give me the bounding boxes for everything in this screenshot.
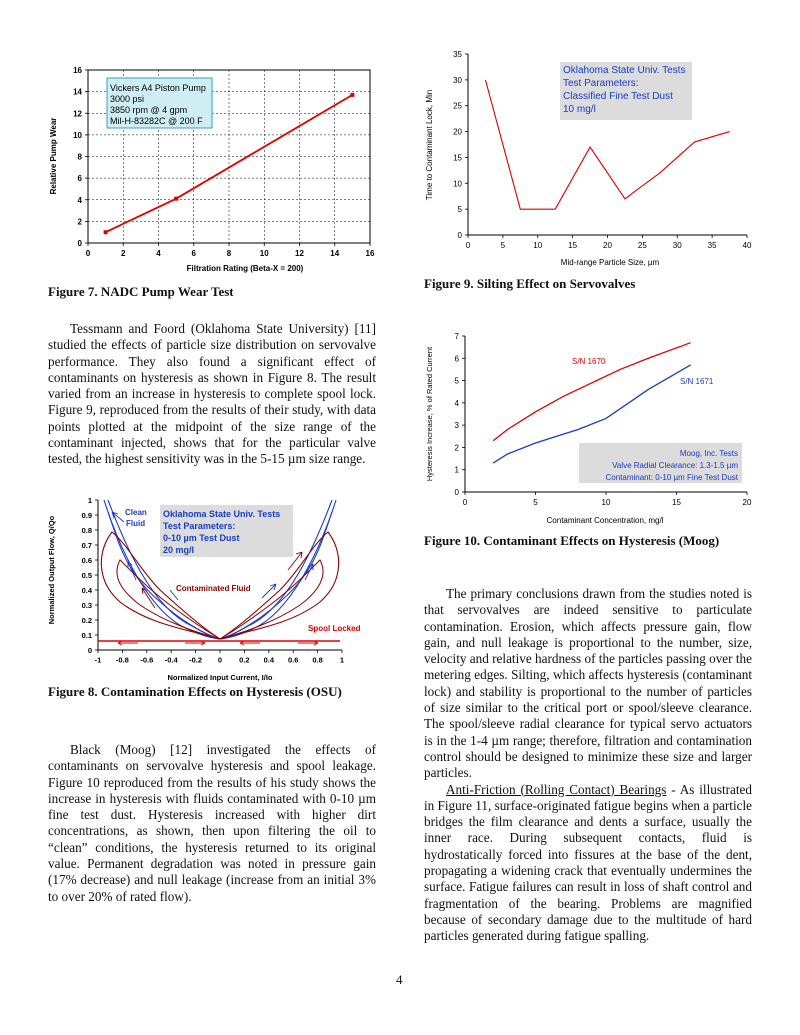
fig10-y-tick-label: 1 bbox=[454, 465, 459, 475]
fig8-annotation-line: Test Parameters: bbox=[163, 521, 236, 531]
fig8-y-tick-label: 0.3 bbox=[81, 601, 92, 610]
fig8-y-tick-label: 0.5 bbox=[81, 571, 92, 580]
fig8-annotation-line: Oklahoma State Univ. Tests bbox=[163, 509, 281, 519]
fig7-x-tick-label: 10 bbox=[259, 249, 269, 258]
fig10-y-tick-label: 6 bbox=[454, 354, 459, 364]
fig8-y-tick-label: 0.4 bbox=[81, 586, 92, 595]
fig7-y-tick-label: 0 bbox=[77, 239, 82, 248]
fig10-annotation-line: Contaminant: 0-10 µm Fine Test Dust bbox=[605, 473, 738, 482]
paragraph-tessmann bbox=[48, 321, 376, 468]
fig8-y-tick-label: 0 bbox=[87, 646, 92, 655]
fig8-y-tick-label: 0.8 bbox=[81, 526, 92, 535]
fig10-caption: Figure 10. Contaminant Effects on Hysteresis (Moog) bbox=[424, 533, 720, 548]
fig7-x-tick-label: 2 bbox=[121, 249, 126, 258]
fig7-y-tick-label: 10 bbox=[73, 130, 82, 140]
fig9-x-tick-label: 10 bbox=[533, 241, 543, 250]
fig7-x-tick-label: 6 bbox=[191, 249, 196, 258]
fig9-y-tick-label: 35 bbox=[453, 50, 462, 59]
fig7-y-tick-label: 6 bbox=[77, 174, 82, 184]
fig9-y-tick-label: 0 bbox=[457, 231, 462, 240]
fig9-x-tick-label: 15 bbox=[568, 241, 578, 250]
fig8-x-tick-label: -0.6 bbox=[140, 655, 154, 665]
fig8-x-tick-label: -0.4 bbox=[164, 655, 178, 665]
fig8-y-tick-label: 1 bbox=[87, 496, 92, 505]
fig10-series-label: S/N 1671 bbox=[680, 377, 714, 386]
fig9-annotation-line: Test Parameters: bbox=[563, 78, 639, 89]
fig10-annotation-line: Moog, Inc. Tests bbox=[679, 449, 738, 458]
fig7-chart bbox=[40, 60, 385, 280]
fig10-annotation-line: Valve Radial Clearance: 1.3-1.5 µm bbox=[612, 461, 738, 470]
fig7-y-tick-label: 8 bbox=[77, 152, 82, 162]
fig7-annotation-line: Vickers A4 Piston Pump bbox=[110, 83, 206, 93]
fig10-x-tick-label: 10 bbox=[601, 498, 611, 507]
fig10-x-tick-label: 0 bbox=[462, 498, 468, 507]
fig9-annotation-line: Classified Fine Test Dust bbox=[563, 91, 673, 102]
fig7-annotation-line: 3000 psi bbox=[110, 94, 145, 104]
fig8-y-tick-label: 0.2 bbox=[81, 616, 92, 625]
fig10-y-tick-label: 7 bbox=[454, 332, 459, 341]
fig9-x-tick-label: 0 bbox=[465, 241, 471, 250]
fig8-annotation-line: 0-10 µm Test Dust bbox=[163, 533, 240, 543]
fig9-y-tick-label: 20 bbox=[453, 127, 462, 137]
fig8-x-tick-label: -0.2 bbox=[189, 655, 203, 665]
fig8-y-tick-label: 0.7 bbox=[81, 541, 92, 550]
fig7-annotation-line: 3850 rpm @ 4 gpm bbox=[110, 105, 188, 115]
fig10-x-tick-label: 20 bbox=[742, 498, 752, 507]
fig7-y-tick-label: 14 bbox=[73, 87, 82, 97]
fig8-x-tick-label: 1 bbox=[339, 655, 345, 665]
fig9-x-tick-label: 30 bbox=[672, 241, 682, 250]
fig10-y-tick-label: 4 bbox=[454, 398, 459, 408]
fig9-x-tick-label: 5 bbox=[500, 241, 506, 250]
fig10-y-tick-label: 5 bbox=[454, 376, 459, 386]
fig9-annotation-line: Oklahoma State Univ. Tests bbox=[563, 65, 686, 76]
paragraph-text: The primary conclusions drawn from the studies noted is that servovalves are indeed sensitive to particulate contamination. Erosion, which affects pressure gain, flow gain, and null leakage is proportional to the number, size, velocity and relative hardness of the particles passing over the metering edges. Silting, which affects hysteresis (contaminant lock) and stability is proportional to the number of particles of size similar to the critical port or spool/sleeve clearance. The spool/sleeve radial clearance for typical servo actuators is in the 1-4 µm range; therefore, filtration and contamination control should be designed to minimize these size and larger particles. bbox=[424, 586, 752, 781]
fig8-x-tick-label: 0.2 bbox=[239, 655, 250, 665]
fig9-x-tick-label: 40 bbox=[742, 241, 752, 250]
fig10-series-label: S/N 1670 bbox=[572, 357, 606, 366]
fig9-x-tick-label: 35 bbox=[707, 241, 717, 250]
fig10-ylabel: Hysteresis Increase, % of Rated Current bbox=[425, 346, 434, 482]
fig7-ylabel: Relative Pump Wear bbox=[49, 117, 58, 195]
fig9-y-tick-label: 25 bbox=[453, 101, 462, 111]
paragraph-text: Tessmann and Foord (Oklahoma State University) [11] studied the effects of particle size distribution on servovalve performance. They also found a significant effect of contaminants on hysteresis as shown in Figure 8. The result varied from an increase in hysteresis to complete spool lock. Figure 9, reproduced from the results of their study, with data points plotted at the midpoint of the size range of the contaminant injected, shows that for the particular valve tested, the highest sensitivity was in the 5-15 µm size range. bbox=[48, 321, 376, 467]
fig8-chart bbox=[40, 490, 385, 690]
fig7-y-tick-label: 2 bbox=[77, 217, 82, 227]
paragraph-conclusions bbox=[424, 586, 752, 945]
fig7-y-tick-label: 4 bbox=[77, 195, 82, 205]
fig8-x-tick-label: -0.8 bbox=[115, 655, 129, 665]
fig9-y-tick-label: 30 bbox=[453, 75, 462, 85]
fig7-y-tick-label: 16 bbox=[73, 66, 82, 75]
fig8-x-tick-label: 0.8 bbox=[312, 655, 323, 665]
fig8-clean-label: Clean Fluid bbox=[125, 508, 147, 528]
arrow-up-icon bbox=[128, 562, 136, 580]
fig8-caption: Figure 8. Contamination Effects on Hysteresis (OSU) bbox=[48, 684, 342, 699]
page-number: 4 bbox=[396, 972, 403, 987]
fig9-annotation-line: 10 mg/l bbox=[563, 104, 596, 115]
arrow-up-icon bbox=[112, 512, 124, 522]
fig7-x-tick-label: 16 bbox=[365, 249, 375, 258]
fig7-x-tick-label: 12 bbox=[295, 249, 304, 258]
fig8-contaminated-curve bbox=[117, 560, 323, 639]
fig9-y-tick-label: 5 bbox=[457, 205, 462, 215]
paragraph-black bbox=[48, 742, 376, 905]
paragraph-text: - As illustrated in Figure 11, surface-originated fatigue begins when a particle bridges the film clearance and dents a surface, usually the inner race. During subsequent contacts, fluid is hydrostatically forced into fissures at the base of the dent, propagating a widening crack that eventually undermines the surface. Fatigue failures can result in loss of shaft control and fragmentation of the bearing. Problems are magnified because of secondary damage due to the multitude of hard particles generated during fatigue spalling. bbox=[424, 781, 752, 944]
fig7-x-tick-label: 0 bbox=[85, 249, 91, 258]
fig8-xlabel: Normalized Input Current, I/Io bbox=[167, 673, 273, 682]
fig8-y-tick-label: 0.6 bbox=[81, 556, 92, 565]
fig8-x-tick-label: 0.4 bbox=[263, 655, 275, 665]
fig8-y-tick-label: 0.9 bbox=[81, 511, 92, 520]
fig8-y-tick-label: 0.1 bbox=[81, 631, 92, 640]
fig7-data-point bbox=[104, 230, 108, 234]
fig8-spool-locked-label: Spool Locked bbox=[308, 624, 361, 633]
fig7-data-point bbox=[350, 93, 354, 97]
fig9-chart bbox=[420, 45, 765, 270]
fig9-y-tick-label: 15 bbox=[453, 153, 462, 163]
fig7-data-point bbox=[174, 197, 178, 201]
fig7-x-tick-label: 14 bbox=[330, 249, 340, 258]
fig7-x-tick-label: 4 bbox=[156, 249, 161, 258]
fig9-xlabel: Mid-range Particle Size, µm bbox=[560, 258, 660, 267]
fig7-annotation-line: Mil-H-83282C @ 200 F bbox=[110, 116, 203, 126]
paragraph-text: Black (Moog) [12] investigated the effects of contaminants on servovalve hysteresis and spool leakage. Figure 10 reproduced from the results of his study shows the increase in hysteresis with fluids contaminated with 0-10 µm fine test dust. Hysteresis increased with higher dirt concentrations, as shown, then upon filtering the oil to “clean” conditions, the hysteresis returned to its original value. Permanent degradation was noted in pressure gain (17% decrease) and null leakage (increase from an initial 3% to over 20% of rated flow). bbox=[48, 742, 376, 904]
fig10-x-tick-label: 15 bbox=[672, 498, 681, 507]
fig7-y-tick-label: 12 bbox=[73, 109, 82, 119]
fig8-contaminated-label: Contaminated Fluid bbox=[176, 584, 251, 593]
fig10-xlabel: Contaminant Concentration, mg/l bbox=[546, 516, 664, 525]
fig8-annotation-line: 20 mg/l bbox=[163, 545, 195, 555]
fig8-x-tick-label: 0 bbox=[217, 655, 223, 665]
fig10-x-tick-label: 5 bbox=[533, 498, 538, 507]
fig7-caption: Figure 7. NADC Pump Wear Test bbox=[48, 284, 234, 299]
fig8-x-tick-label: -1 bbox=[94, 655, 102, 665]
fig9-ylabel: Time to Contaminant Lock, Min bbox=[425, 89, 434, 201]
section-heading: Anti-Friction (Rolling Contact) Bearings bbox=[446, 781, 667, 797]
fig10-y-tick-label: 0 bbox=[454, 488, 459, 497]
fig9-caption: Figure 9. Silting Effect on Servovalves bbox=[424, 276, 636, 291]
fig10-y-tick-label: 2 bbox=[454, 443, 459, 453]
fig7-x-tick-label: 8 bbox=[226, 249, 232, 258]
fig9-x-tick-label: 25 bbox=[637, 241, 647, 250]
fig8-ylabel: Normalized Output Flow, Q/Qo bbox=[47, 515, 56, 625]
fig9-y-tick-label: 10 bbox=[453, 179, 462, 189]
fig7-xlabel: Filtration Rating (Beta-X = 200) bbox=[186, 264, 304, 273]
fig10-y-tick-label: 3 bbox=[454, 421, 459, 431]
fig10-chart bbox=[420, 328, 765, 528]
fig9-x-tick-label: 20 bbox=[603, 241, 612, 250]
fig8-x-tick-label: 0.6 bbox=[287, 655, 299, 665]
